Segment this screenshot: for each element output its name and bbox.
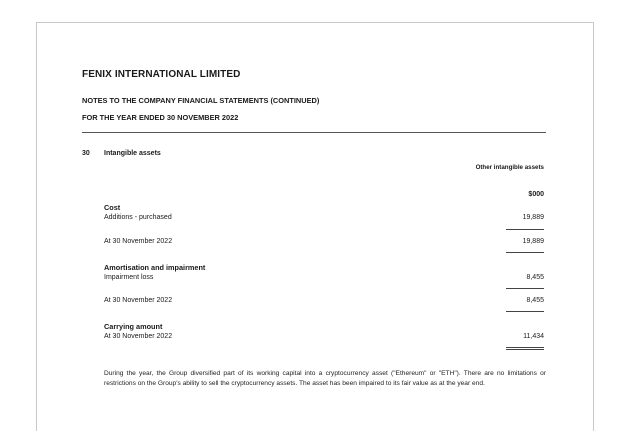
note-title: Intangible assets — [104, 150, 161, 157]
row-label: At 30 November 2022 — [104, 238, 173, 245]
row-label: At 30 November 2022 — [104, 333, 173, 340]
period-title: FOR THE YEAR ENDED 30 NOVEMBER 2022 — [82, 113, 239, 122]
section-heading-carrying-amount: Carrying amount — [104, 322, 163, 331]
subtotal-underline — [506, 288, 544, 289]
note-number: 30 — [82, 150, 90, 157]
header-divider — [82, 132, 546, 133]
section-heading-amortisation: Amortisation and impairment — [104, 263, 206, 272]
row-value: 8,455 — [526, 297, 544, 304]
row-label: At 30 November 2022 — [104, 297, 173, 304]
row-value: 8,455 — [526, 274, 544, 281]
subtotal-underline — [506, 229, 544, 230]
section-heading-cost: Cost — [104, 203, 121, 212]
column-header: Other intangible assets — [475, 164, 544, 171]
row-label: Impairment loss — [104, 274, 154, 281]
row-value: 19,889 — [522, 238, 544, 245]
row-label: Additions - purchased — [104, 214, 172, 221]
row-value: 11,434 — [523, 333, 544, 340]
total-underline — [506, 252, 544, 253]
company-name: FENIX INTERNATIONAL LIMITED — [82, 69, 241, 80]
notes-title: NOTES TO THE COMPANY FINANCIAL STATEMENTS (CONTINUED) — [82, 96, 320, 105]
note-paragraph: During the year, the Group diversified part of its working capital into a cryptocurrency asset ("Ethereum" or "ETH"). There are no limitations or restrictions on the Group's ability to sell the cryptocurrency assets. The asset has been impaired to its fair value as at the year end. — [104, 370, 546, 387]
row-value: 19,889 — [522, 214, 544, 221]
column-unit: $000 — [528, 191, 544, 198]
double-underline — [506, 347, 544, 350]
total-underline — [506, 311, 544, 312]
